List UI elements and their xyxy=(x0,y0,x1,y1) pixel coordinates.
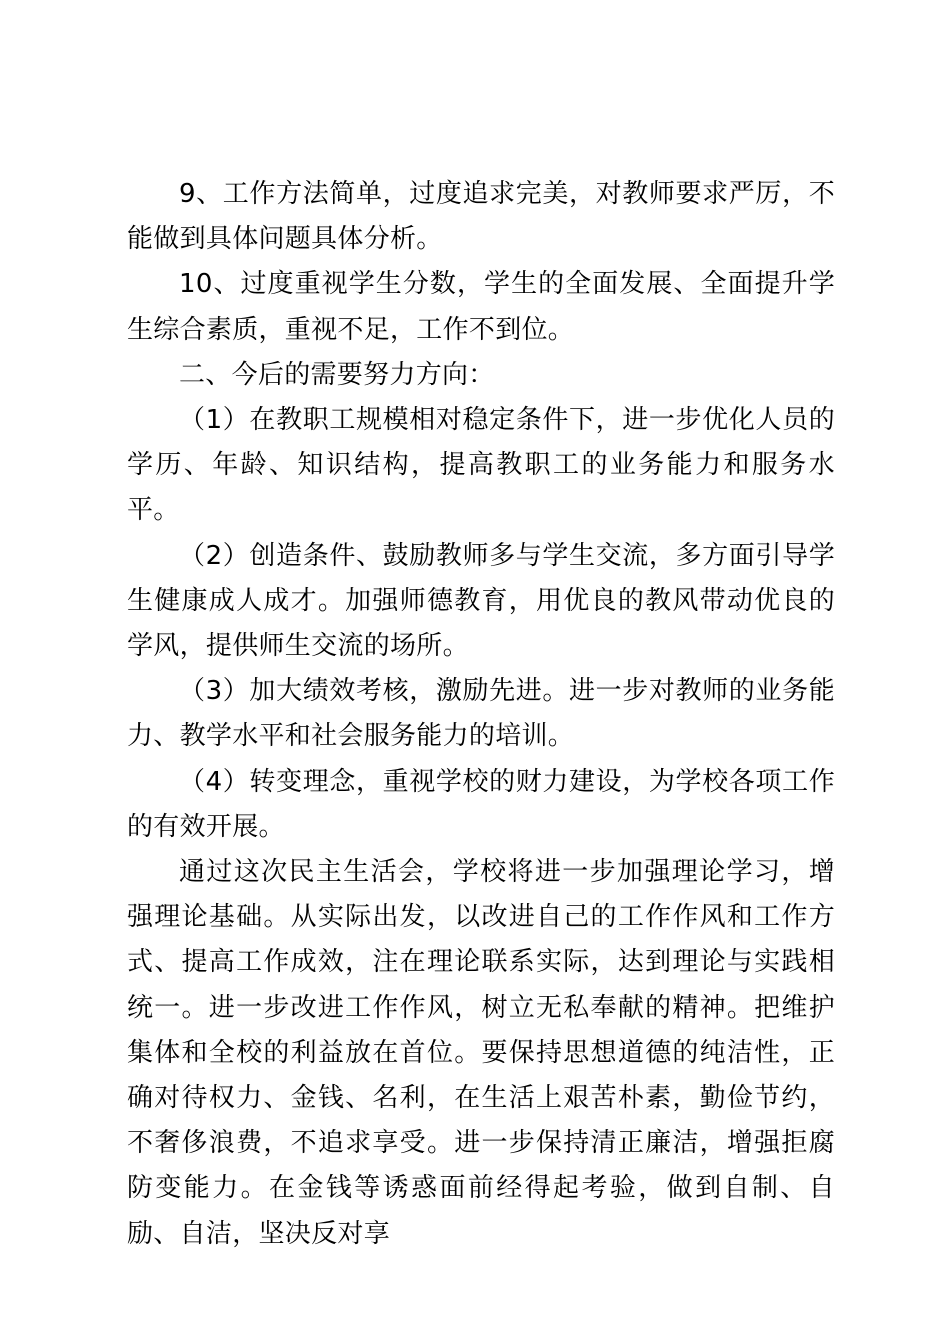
paragraph-conclusion: 通过这次民主生活会，学校将进一步加强理论学习，增强理论基础。从实际出发，以改进自己的工作作风和工作方式、提高工作成效，注在理论联系实际，达到理论与实践相统一。进一步改进工作作风，树立无私奉献的精神。把维护集体和全校的利益放在首位。要保持思想道德的纯洁性，正确对待权力、金钱、名利，在生活上艰苦朴素，勤俭节约，不奢侈浪费，不追求享受。进一步保持清正廉洁，增强拒腐防变能力。在金钱等诱惑面前经得起考验，做到自制、自励、自洁，坚决反对享 xyxy=(127,857,835,1249)
paragraph-direction-3: （3）加大绩效考核，激励先进。进一步对教师的业务能力、教学水平和社会服务能力的培训。 xyxy=(127,676,835,752)
section-heading-future-direction: 二、今后的需要努力方向： xyxy=(179,359,495,390)
document-body xyxy=(127,172,835,1257)
paragraph-direction-4: （4）转变理念，重视学校的财力建设，为学校各项工作的有效开展。 xyxy=(127,766,835,842)
paragraph-direction-2: （2）创造条件、鼓励教师多与学生交流，多方面引导学生健康成人成才。加强师德教育，用优良的教风带动优良的学风，提供师生交流的场所。 xyxy=(127,540,835,662)
paragraph-item-10: 10、过度重视学生分数，学生的全面发展、全面提升学生综合素质，重视不足，工作不到位。 xyxy=(127,269,835,345)
paragraph-direction-1: （1）在教职工规模相对稳定条件下，进一步优化人员的学历、年龄、知识结构，提高教职工的业务能力和服务水平。 xyxy=(127,405,835,526)
paragraph-item-9: 9、工作方法简单，过度追求完美，对教师要求严厉，不能做到具体问题具体分析。 xyxy=(127,179,835,255)
